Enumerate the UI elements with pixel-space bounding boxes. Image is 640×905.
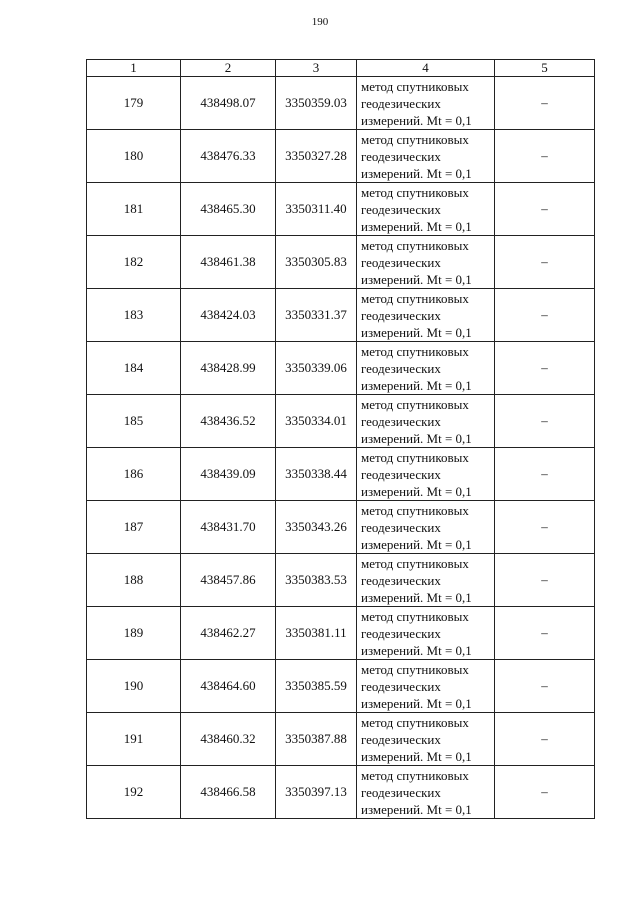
- method-line: метод спутниковых: [361, 131, 469, 147]
- column-header-2: 2: [181, 60, 276, 77]
- method-cell: [357, 77, 495, 130]
- point-number: 180: [87, 130, 181, 183]
- coordinate-y: 3350331.37: [276, 289, 357, 342]
- method-line: метод спутниковых: [361, 555, 469, 571]
- method-cell: [357, 183, 495, 236]
- coordinate-x: 438462.27: [181, 607, 276, 660]
- coordinate-y: 3350387.88: [276, 713, 357, 766]
- page-number: 190: [311, 16, 329, 28]
- point-number: 182: [87, 236, 181, 289]
- coordinate-y: 3350397.13: [276, 766, 357, 819]
- table-row: [87, 607, 595, 660]
- note-cell: –: [495, 130, 595, 183]
- method-line: измерений. Mt = 0,1: [361, 271, 472, 287]
- coordinate-y: 3350327.28: [276, 130, 357, 183]
- method-cell: [357, 501, 495, 554]
- coordinates-table: [86, 59, 595, 819]
- method-line: измерений. Mt = 0,1: [361, 112, 472, 128]
- point-number: 179: [87, 77, 181, 130]
- method-line: метод спутниковых: [361, 184, 469, 200]
- method-line: измерений. Mt = 0,1: [361, 165, 472, 181]
- point-number: 188: [87, 554, 181, 607]
- method-cell: [357, 660, 495, 713]
- method-line: геодезических: [361, 466, 441, 482]
- coordinate-y: 3350383.53: [276, 554, 357, 607]
- table-row: [87, 236, 595, 289]
- method-line: геодезических: [361, 307, 441, 323]
- method-line: геодезических: [361, 148, 441, 164]
- coordinate-x: 438461.38: [181, 236, 276, 289]
- table-row: [87, 660, 595, 713]
- method-cell: [357, 713, 495, 766]
- method-cell: [357, 395, 495, 448]
- method-line: геодезических: [361, 731, 441, 747]
- coordinate-x: 438465.30: [181, 183, 276, 236]
- header-row: [87, 60, 595, 77]
- method-line: геодезических: [361, 360, 441, 376]
- note-cell: –: [495, 236, 595, 289]
- note-cell: –: [495, 448, 595, 501]
- note-cell: –: [495, 766, 595, 819]
- point-number: 191: [87, 713, 181, 766]
- method-cell: [357, 130, 495, 183]
- note-cell: –: [495, 660, 595, 713]
- method-line: геодезических: [361, 95, 441, 111]
- table-body: [87, 77, 595, 819]
- method-cell: [357, 342, 495, 395]
- note-cell: –: [495, 713, 595, 766]
- table-row: [87, 395, 595, 448]
- column-header-5: 5: [495, 60, 595, 77]
- note-cell: –: [495, 607, 595, 660]
- table-row: [87, 342, 595, 395]
- coordinate-x: 438428.99: [181, 342, 276, 395]
- table-row: [87, 713, 595, 766]
- point-number: 186: [87, 448, 181, 501]
- point-number: 185: [87, 395, 181, 448]
- coordinate-y: 3350343.26: [276, 501, 357, 554]
- method-line: геодезических: [361, 254, 441, 270]
- method-line: геодезических: [361, 572, 441, 588]
- point-number: 189: [87, 607, 181, 660]
- coordinate-x: 438431.70: [181, 501, 276, 554]
- table-row: [87, 289, 595, 342]
- method-line: метод спутниковых: [361, 343, 469, 359]
- note-cell: –: [495, 77, 595, 130]
- method-line: метод спутниковых: [361, 714, 469, 730]
- coordinate-x: 438436.52: [181, 395, 276, 448]
- point-number: 181: [87, 183, 181, 236]
- method-line: метод спутниковых: [361, 78, 469, 94]
- coordinate-x: 438439.09: [181, 448, 276, 501]
- method-line: геодезических: [361, 201, 441, 217]
- table-row: [87, 77, 595, 130]
- column-header-4: 4: [357, 60, 495, 77]
- column-header-3: 3: [276, 60, 357, 77]
- method-line: метод спутниковых: [361, 608, 469, 624]
- method-line: измерений. Mt = 0,1: [361, 642, 472, 658]
- method-line: измерений. Mt = 0,1: [361, 748, 472, 764]
- method-line: измерений. Mt = 0,1: [361, 324, 472, 340]
- method-line: геодезических: [361, 625, 441, 641]
- table-row: [87, 448, 595, 501]
- coordinate-y: 3350311.40: [276, 183, 357, 236]
- method-cell: [357, 607, 495, 660]
- note-cell: –: [495, 501, 595, 554]
- note-cell: –: [495, 554, 595, 607]
- method-cell: [357, 289, 495, 342]
- method-line: метод спутниковых: [361, 290, 469, 306]
- method-line: измерений. Mt = 0,1: [361, 377, 472, 393]
- point-number: 184: [87, 342, 181, 395]
- method-line: метод спутниковых: [361, 502, 469, 518]
- table-row: [87, 130, 595, 183]
- coordinate-x: 438464.60: [181, 660, 276, 713]
- method-line: измерений. Mt = 0,1: [361, 536, 472, 552]
- coordinate-y: 3350359.03: [276, 77, 357, 130]
- column-header-1: 1: [87, 60, 181, 77]
- note-cell: –: [495, 289, 595, 342]
- method-line: геодезических: [361, 519, 441, 535]
- coordinate-x: 438476.33: [181, 130, 276, 183]
- coordinate-y: 3350339.06: [276, 342, 357, 395]
- method-line: геодезических: [361, 784, 441, 800]
- method-line: метод спутниковых: [361, 237, 469, 253]
- note-cell: –: [495, 183, 595, 236]
- coordinate-y: 3350385.59: [276, 660, 357, 713]
- coordinate-y: 3350305.83: [276, 236, 357, 289]
- method-cell: [357, 448, 495, 501]
- table-row: [87, 554, 595, 607]
- method-line: геодезических: [361, 678, 441, 694]
- table-row: [87, 183, 595, 236]
- coordinate-y: 3350334.01: [276, 395, 357, 448]
- method-line: метод спутниковых: [361, 396, 469, 412]
- coordinate-x: 438424.03: [181, 289, 276, 342]
- method-cell: [357, 766, 495, 819]
- table-row: [87, 501, 595, 554]
- method-line: измерений. Mt = 0,1: [361, 483, 472, 499]
- method-line: измерений. Mt = 0,1: [361, 218, 472, 234]
- method-line: измерений. Mt = 0,1: [361, 801, 472, 817]
- method-cell: [357, 554, 495, 607]
- method-line: измерений. Mt = 0,1: [361, 589, 472, 605]
- method-line: метод спутниковых: [361, 661, 469, 677]
- coordinate-y: 3350381.11: [276, 607, 357, 660]
- point-number: 190: [87, 660, 181, 713]
- method-line: метод спутниковых: [361, 449, 469, 465]
- coordinate-y: 3350338.44: [276, 448, 357, 501]
- method-line: измерений. Mt = 0,1: [361, 695, 472, 711]
- note-cell: –: [495, 395, 595, 448]
- method-line: измерений. Mt = 0,1: [361, 430, 472, 446]
- method-cell: [357, 236, 495, 289]
- coordinate-x: 438460.32: [181, 713, 276, 766]
- method-line: метод спутниковых: [361, 767, 469, 783]
- coordinate-x: 438466.58: [181, 766, 276, 819]
- point-number: 187: [87, 501, 181, 554]
- method-line: геодезических: [361, 413, 441, 429]
- point-number: 192: [87, 766, 181, 819]
- coordinate-x: 438457.86: [181, 554, 276, 607]
- point-number: 183: [87, 289, 181, 342]
- coordinate-x: 438498.07: [181, 77, 276, 130]
- table-row: [87, 766, 595, 819]
- note-cell: –: [495, 342, 595, 395]
